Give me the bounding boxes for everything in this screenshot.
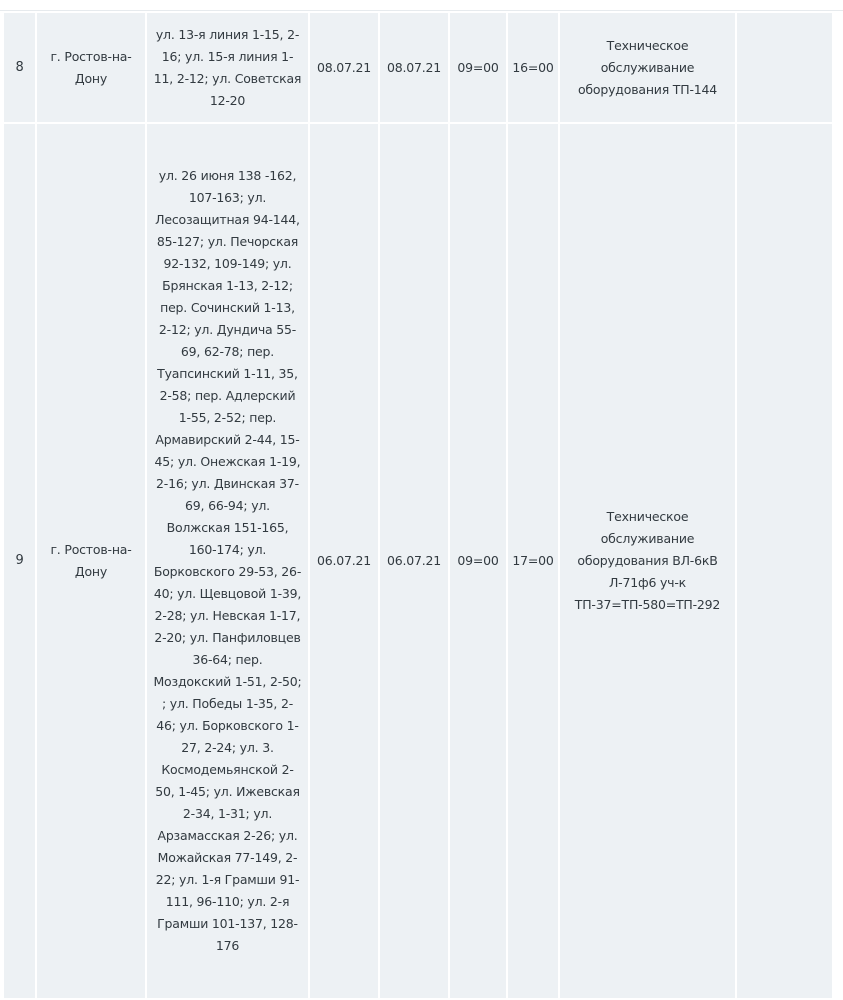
- date-start-cell: 06.07.21: [309, 123, 379, 999]
- addresses-cell: ул. 13-я линия 1-15, 2-16; ул. 15-я линия 1-11, 2-12; ул. Советская 12-20: [146, 12, 309, 123]
- table-row: [3, 123, 833, 999]
- reason-cell: Техническое обслуживание оборудования ВЛ-6кВ Л-71ф6 уч-к ТП-37=ТП-580=ТП-292: [559, 123, 736, 999]
- time-end-cell: 16=00: [507, 12, 559, 123]
- note-cell: [736, 12, 833, 123]
- date-end-cell: 08.07.21: [379, 12, 449, 123]
- note-cell: [736, 123, 833, 999]
- date-start-cell: 08.07.21: [309, 12, 379, 123]
- addresses-cell: ул. 26 июня 138 -162, 107-163; ул. Лесозащитная 94-144, 85-127; ул. Печорская 92-132, 109-149; ул. Брянская 1-13, 2-12; пер. Сочинский 1-13, 2-12; ул. Дундича 55-69, 62-78; пер. Туапсинский 1-11, 35, 2-58; пер. Адлерский 1-55, 2-52; пер. Армавирский 2-44, 15-45; ул. Онежская 1-19, 2-16; ул. Двинская 37-69, 66-94; ул. Волжская 151-165, 160-174; ул. Борковского 29-53, 26-40; ул. Щевцовой 1-39, 2-28; ул. Невская 1-17, 2-20; ул. Панфиловцев 36-64; пер. Моздокский 1-51, 2-50; ; ул. Победы 1-35, 2-46; ул. Борковского 1-27, 2-24; ул. 3. Космодемьянской 2-50, 1-45; ул. Ижевская 2-34, 1-31; ул. Арзамасская 2-26; ул. Можайская 77-149, 2-22; ул. 1-я Грамши 91-111, 96-110; ул. 2-я Грамши 101-137, 128-176: [146, 123, 309, 999]
- time-end-cell: 17=00: [507, 123, 559, 999]
- row-number: 8: [3, 12, 36, 123]
- time-start-cell: 09=00: [449, 12, 507, 123]
- reason-cell: Техническое обслуживание оборудования ТП-144: [559, 12, 736, 123]
- outage-schedule-table: [2, 11, 834, 1000]
- date-end-cell: 06.07.21: [379, 123, 449, 999]
- city-cell: г. Ростов-на-Дону: [36, 123, 146, 999]
- row-number: 9: [3, 123, 36, 999]
- table-row: [3, 12, 833, 123]
- city-cell: г. Ростов-на-Дону: [36, 12, 146, 123]
- time-start-cell: 09=00: [449, 123, 507, 999]
